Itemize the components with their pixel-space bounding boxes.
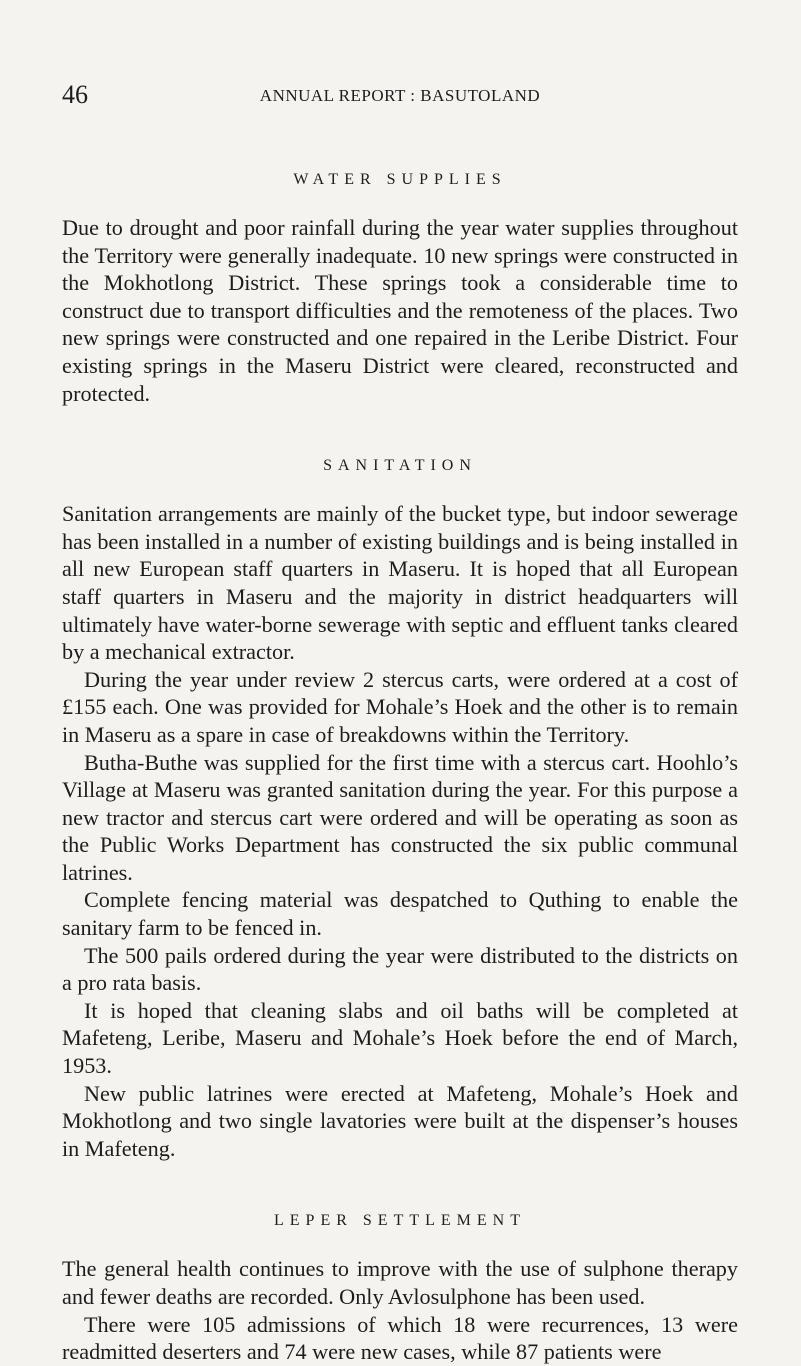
paragraph: There were 105 admissions of which 18 were recurrences, 13 were readmitted deserters and 74 were new cases, while 87 patients were [62,1311,738,1365]
paragraph: Butha-Buthe was supplied for the first time with a stercus cart. Hoohlo’s Village at Maseru was granted sanitation during the year. For this purpose a new tractor and stercus cart were ordered and will be operating as soon as the Public Works Department has constructed the six public communal latrines. [62,749,738,885]
paragraph: The general health continues to improve with the use of sulphone therapy and fewer deaths are recorded. Only Avlosulphone has been used. [62,1256,738,1309]
paragraph: Sanitation arrangements are mainly of the bucket type, but indoor sewerage has been installed in a number of existing buildings and is being installed in all new European staff quarters in Maseru. It is hoped that all European staff quarters in Maseru and the majority in district headquarters will ultimately have water-borne sewerage with septic and effluent tanks cleared by a mechanical extractor. [62,501,738,665]
section-heading-sanitation: SANITATION [323,457,477,475]
page-body [62,168,738,1366]
page-header [62,80,738,110]
page-number: 46 [62,80,88,109]
paragraph: Complete fencing material was despatched to Quthing to enable the sanitary farm to be fenced in. [62,887,738,941]
running-title: ANNUAL REPORT : BASUTOLAND [259,86,541,105]
paragraph: New public latrines were erected at Mafeteng, Mohale’s Hoek and Mokhotlong and two single lavatories were built at the dispenser’s houses in Mafeteng. [62,1080,738,1161]
paragraph: Due to drought and poor rainfall during the year water supplies throughout the Territory were generally inadequate. 10 new springs were constructed in the Mokhotlong District. These springs took a considerable time to construct due to transport difficulties and the remoteness of the places. Two new springs were constructed and one repaired in the Leribe District. Four existing springs in the Maseru District were cleared, reconstructed and protected. [62,215,738,406]
paragraph: It is hoped that cleaning slabs and oil baths will be completed at Mafeteng, Leribe, Maseru and Mohale’s Hoek before the end of March, 1953. [62,997,738,1079]
section-heading-water-supplies: WATER SUPPLIES [293,171,507,188]
paragraph: During the year under review 2 stercus carts, were ordered at a cost of £155 each. One was provided for Mohale’s Hoek and the other is to remain in Maseru as a spare in case of breakdowns within the Territory. [62,666,738,747]
paragraph: The 500 pails ordered during the year were distributed to the districts on a pro rata basis. [62,942,738,996]
section-heading-leper-settlement: LEPER SETTLEMENT [274,1212,526,1230]
